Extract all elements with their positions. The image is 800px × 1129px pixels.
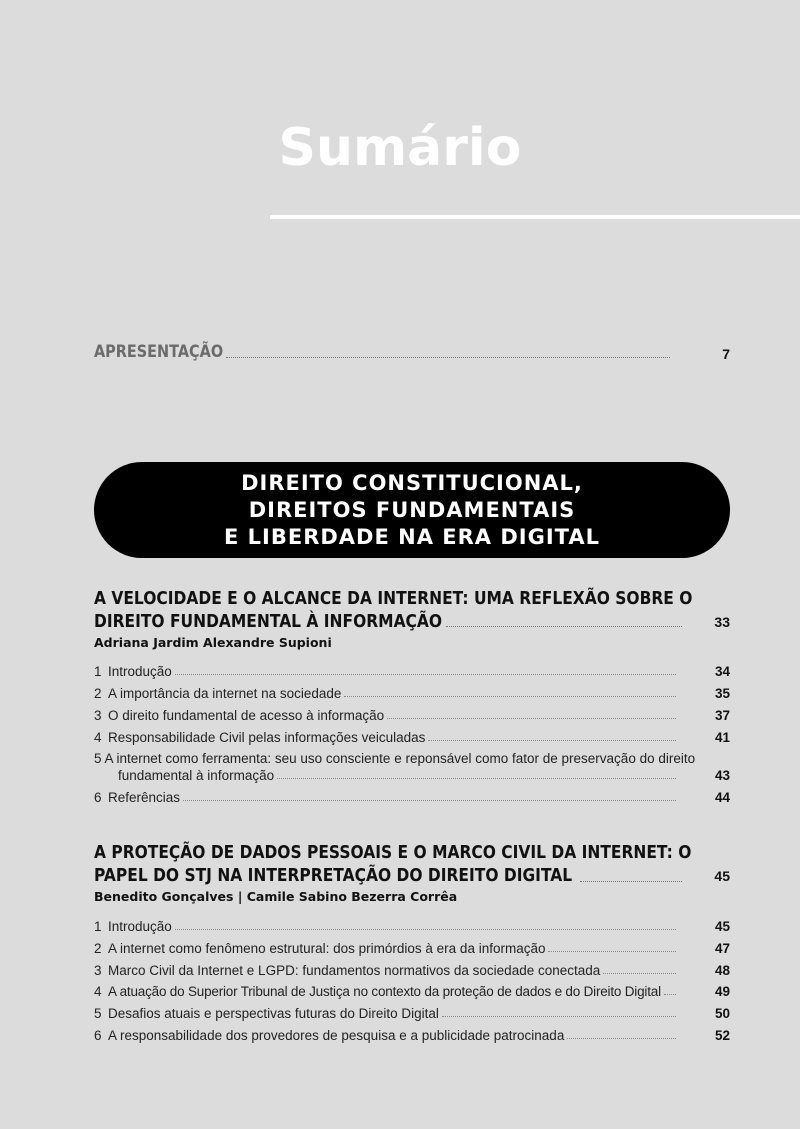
item-page: 37 — [714, 708, 730, 723]
item-page: 49 — [714, 984, 730, 999]
item-label: A responsabilidade dos provedores de pesquisa e a publicidade patrocinada — [108, 1028, 565, 1043]
chapter-page-number: 33 — [714, 614, 730, 630]
item-number: 5 — [94, 1006, 102, 1021]
page-title: Sumário — [278, 118, 522, 178]
item-number: 2 — [94, 941, 102, 956]
item-label: Responsabilidade Civil pelas informações veiculadas — [108, 730, 426, 745]
chapter-page-number: 45 — [714, 868, 730, 884]
toc-item[interactable] — [94, 919, 730, 934]
item-number: 4 — [94, 984, 102, 999]
item-label: A internet como ferramenta: seu uso consciente e reponsável como fator de preservação do direito — [104, 751, 696, 766]
item-number: 3 — [94, 708, 102, 723]
toc-item[interactable] — [94, 730, 730, 745]
section-banner — [94, 462, 730, 558]
toc-entry-apresentacao[interactable] — [94, 342, 730, 362]
leader-dots — [446, 625, 682, 627]
item-label: A internet como fenômeno estrutural: dos primórdios à era da informação — [108, 941, 546, 956]
item-label: Desafios atuais e perspectivas futuras do Direito Digital — [108, 1006, 439, 1021]
toc-item-line[interactable] — [94, 751, 695, 766]
title-underline — [270, 215, 800, 219]
leader-dots — [580, 880, 682, 882]
item-page: 43 — [714, 768, 730, 783]
item-label: Introdução — [108, 664, 172, 679]
item-number: 3 — [94, 963, 102, 978]
item-number: 4 — [94, 730, 102, 745]
item-label: A importância da internet na sociedade — [108, 686, 342, 701]
leader-dots — [226, 356, 670, 358]
item-number: 6 — [94, 1028, 102, 1043]
item-page: 44 — [714, 790, 730, 805]
item-page: 52 — [714, 1028, 730, 1043]
toc-item[interactable] — [94, 708, 730, 723]
item-page: 41 — [714, 730, 730, 745]
toc-page-number: 7 — [722, 346, 730, 362]
chapter-title-line: DIREITO FUNDAMENTAL À INFORMAÇÃO — [94, 611, 443, 632]
toc-item[interactable] — [94, 941, 730, 956]
item-label: fundamental à informação — [118, 768, 275, 783]
item-page: 34 — [714, 664, 730, 679]
toc-item[interactable] — [118, 768, 730, 783]
item-label: A atuação do Superior Tribunal de Justiça no contexto da proteção de dados e do Direito Digital — [108, 984, 661, 999]
item-page: 47 — [714, 941, 730, 956]
banner-line: E LIBERDADE NA ERA DIGITAL — [224, 524, 600, 549]
chapter-authors: Benedito Gonçalves | Camile Sabino Bezerra Corrêa — [94, 889, 458, 904]
item-label: Introdução — [108, 919, 172, 934]
chapter-title-line: PAPEL DO STJ NA INTERPRETAÇÃO DO DIREITO DIGITAL — [94, 865, 573, 886]
toc-item[interactable] — [94, 984, 730, 999]
item-number: 5 — [94, 751, 102, 766]
chapter-title-line: A PROTEÇÃO DE DADOS PESSOAIS E O MARCO CIVIL DA INTERNET: O — [94, 842, 692, 863]
toc-item[interactable] — [94, 1006, 730, 1021]
chapter-title[interactable] — [94, 841, 692, 887]
toc-entry-label: APRESENTAÇÃO — [94, 342, 224, 362]
toc-item[interactable] — [94, 963, 730, 978]
toc-item[interactable] — [94, 686, 730, 701]
toc-item[interactable] — [94, 664, 730, 679]
item-label: Marco Civil da Internet e LGPD: fundamentos normativos da sociedade conectada — [108, 963, 601, 978]
toc-item[interactable] — [94, 1028, 730, 1043]
chapter-title-line: A VELOCIDADE E O ALCANCE DA INTERNET: UMA REFLEXÃO SOBRE O — [94, 588, 693, 609]
item-number: 2 — [94, 686, 102, 701]
item-label: Referências — [108, 790, 181, 805]
item-number: 1 — [94, 664, 102, 679]
item-number: 1 — [94, 919, 102, 934]
item-page: 48 — [714, 963, 730, 978]
item-label: O direito fundamental de acesso à informação — [108, 708, 385, 723]
item-page: 35 — [714, 686, 730, 701]
toc-item[interactable] — [94, 790, 730, 805]
banner-line: DIREITOS FUNDAMENTAIS — [248, 497, 576, 522]
chapter-authors: Adriana Jardim Alexandre Supioni — [94, 635, 332, 650]
item-page: 45 — [714, 919, 730, 934]
banner-line: DIREITO CONSTITUCIONAL, — [241, 470, 583, 495]
item-number: 6 — [94, 790, 102, 805]
item-page: 50 — [714, 1006, 730, 1021]
